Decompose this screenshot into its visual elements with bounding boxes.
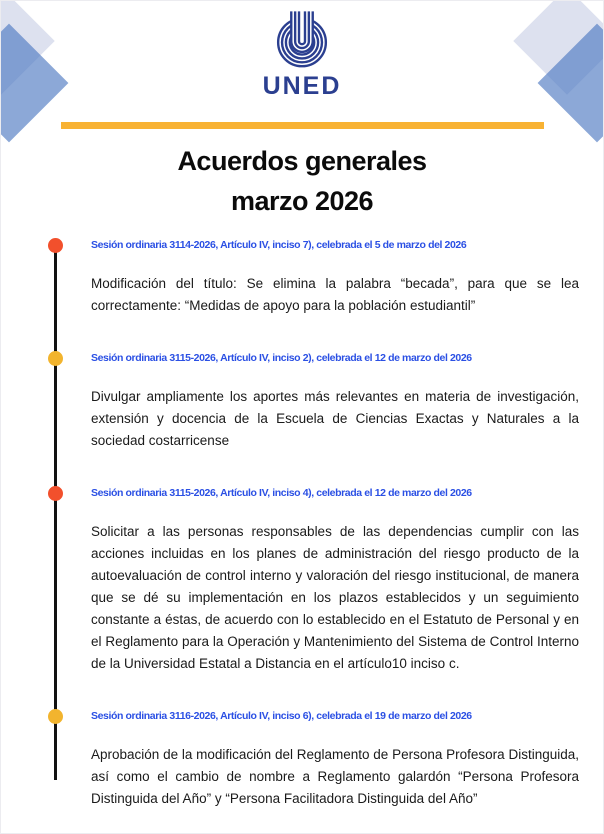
session-body: Divulgar ampliamente los aportes más relevantes en materia de investigación, extensión y docencia de la Escuela de Ciencias Exactas y Naturales a la sociedad costarricense (91, 389, 579, 448)
timeline-item (91, 238, 579, 317)
uned-logo-icon (272, 9, 332, 71)
session-body: Aprobación de la modificación del Reglamento de Persona Profesora Distinguida, así como el cambio de nombre a Reglamento galardón “Persona Profesora Distinguida del Año” y “Persona Facilitadora Distinguida del Año” (91, 747, 579, 806)
session-heading: Sesión ordinaria 3114-2026, Artículo IV, inciso 7), celebrada el 5 de marzo del 2026 (91, 239, 467, 251)
timeline-dot-icon (48, 238, 63, 253)
page-title-line1: Acuerdos generales (177, 146, 427, 176)
uned-wordmark: UNED (262, 72, 342, 100)
timeline-dot-icon (48, 351, 63, 366)
agreements-timeline (1, 238, 603, 810)
page-title (1, 141, 603, 221)
header-divider (61, 122, 544, 129)
session-heading: Sesión ordinaria 3115-2026, Artículo IV, inciso 2), celebrada el 12 de marzo del 2026 (91, 352, 472, 364)
session-body: Solicitar a las personas responsables de las dependencias cumplir con las acciones incluidas en los planes de administración del riesgo producto de la autoevaluación de control interno y valoración del riesgo institucional, de manera que se dé su implementación en los plazos establecidos y un seguimiento constante a éstas, de acuerdo con lo establecido en el Estatuto de Personal y en el Reglamento para la Operación y Mantenimiento del Sistema de Control Interno de la Universidad Estatal a Distancia en el artículo10 inciso c. (91, 524, 579, 671)
page-title-line2: marzo 2026 (230, 186, 374, 216)
timeline-item (91, 709, 579, 810)
timeline-item (91, 486, 579, 675)
session-heading: Sesión ordinaria 3116-2026, Artículo IV, inciso 6), celebrada el 19 de marzo del 2026 (91, 710, 472, 722)
timeline-dot-icon (48, 709, 63, 724)
session-body: Modificación del título: Se elimina la palabra “becada”, para que se lea correctamente: “Medidas de apoyo para la población estudiantil” (91, 276, 579, 313)
timeline-dot-icon (48, 486, 63, 501)
session-heading: Sesión ordinaria 3115-2026, Artículo IV, inciso 4), celebrada el 12 de marzo del 2026 (91, 487, 472, 499)
timeline-item (91, 351, 579, 452)
document-header (1, 1, 603, 221)
